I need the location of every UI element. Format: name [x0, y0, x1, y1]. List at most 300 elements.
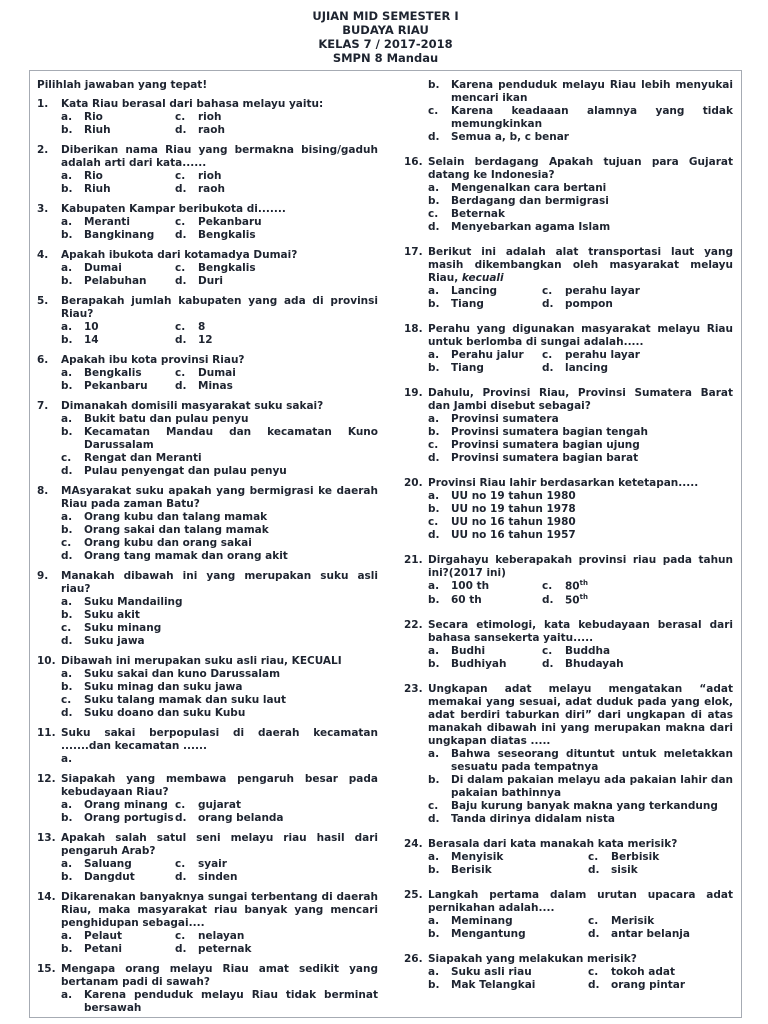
option-d — [428, 529, 733, 542]
option-label: a. — [61, 511, 73, 523]
option-text-main: Suku akit — [84, 609, 140, 621]
option-text-main: Semua a, b, c benar — [451, 131, 569, 143]
question-row — [37, 144, 378, 170]
question-number: 6. — [37, 354, 49, 366]
option-text-main: Pekanbaru — [198, 216, 262, 228]
option-text — [84, 452, 378, 465]
option-label: c. — [588, 915, 599, 927]
instruction-text: Pilihlah jawaban yang tepat! — [37, 79, 208, 91]
question-22 — [404, 619, 733, 671]
option-c — [175, 367, 378, 380]
option-text — [451, 658, 542, 671]
option-text-main: Berisik — [451, 864, 492, 876]
option-d — [542, 594, 733, 608]
options-grid — [61, 367, 378, 393]
option-c — [428, 105, 733, 131]
option-label: b. — [428, 298, 440, 310]
question-number: 13. — [37, 832, 56, 844]
option-a — [428, 285, 542, 298]
option-text-main: 8 — [198, 321, 206, 333]
option-label: b. — [61, 229, 73, 241]
option-text-main: Provinsi sumatera bagian ujung — [451, 439, 640, 451]
question-number: 8. — [37, 485, 49, 497]
option-label: b. — [61, 183, 73, 195]
option-label: c. — [61, 452, 72, 464]
option-b — [61, 524, 378, 537]
option-label: b. — [61, 681, 73, 693]
question-text-main: Langkah pertama dalam urutan upacara adat pernikahan adalah.... — [428, 889, 733, 914]
question-5 — [37, 295, 378, 347]
options-grid — [61, 170, 378, 196]
question-text-main: Manakah dibawah ini yang merupakan suku asli riau? — [61, 570, 378, 595]
option-d — [428, 131, 733, 144]
option-a — [61, 511, 378, 524]
option-text — [451, 645, 542, 658]
option-text — [84, 216, 175, 229]
question-row — [404, 889, 733, 915]
option-label: b. — [428, 928, 440, 940]
option-text-main: UU no 16 tahun 1957 — [451, 529, 576, 541]
option-text-main: Provinsi sumatera bagian barat — [451, 452, 639, 464]
option-text — [565, 594, 733, 608]
option-text — [84, 930, 175, 943]
option-label: b. — [61, 334, 73, 346]
option-text — [451, 851, 588, 864]
option-c — [428, 516, 733, 529]
option-text — [84, 943, 175, 956]
option-label: d. — [428, 131, 440, 143]
option-label: d. — [428, 813, 440, 825]
option-text — [451, 966, 588, 979]
option-text — [451, 79, 733, 105]
question-text — [428, 889, 733, 915]
exam-header — [29, 9, 742, 65]
option-text — [198, 380, 378, 393]
question-text — [61, 891, 378, 930]
option-label: d. — [175, 229, 187, 241]
question-text-main: Mengapa orang melayu Riau amat sedikit yang bertanam padi di sawah? — [61, 963, 378, 988]
option-text — [565, 658, 733, 671]
option-label: c. — [61, 622, 72, 634]
option-text — [84, 537, 378, 550]
option-text-main: Bhudayah — [565, 658, 624, 670]
option-text — [451, 285, 542, 298]
question-row — [404, 323, 733, 349]
option-label: a. — [428, 915, 440, 927]
option-text-main: nelayan — [198, 930, 245, 942]
question-row — [404, 387, 733, 413]
option-text — [198, 943, 378, 956]
option-d — [175, 943, 378, 956]
option-label: c. — [61, 537, 72, 549]
option-text-main: raoh — [198, 124, 225, 136]
question-15 — [37, 963, 378, 1015]
option-text-main: Berbisik — [611, 851, 660, 863]
options-grid — [428, 285, 733, 311]
options-list — [61, 989, 378, 1015]
question-number: 23. — [404, 683, 423, 695]
option-text — [451, 979, 588, 992]
option-c — [542, 580, 733, 594]
option-b — [428, 774, 733, 800]
option-text-main: UU no 16 tahun 1980 — [451, 516, 576, 528]
option-label: a. — [61, 989, 73, 1001]
question-continuation — [404, 79, 733, 144]
option-label: a. — [61, 262, 73, 274]
option-text — [451, 105, 733, 131]
question-text-main: MAsyarakat suku apakah yang bermigrasi ke daerah Riau pada zaman Batu? — [61, 485, 378, 510]
question-row — [404, 246, 733, 285]
question-text — [428, 323, 733, 349]
option-d — [175, 812, 378, 825]
option-text-main: Mak Telangkai — [451, 979, 536, 991]
option-text-main: Buddha — [565, 645, 611, 657]
question-text-main: Dibawah ini merupakan suku asli riau, KECUALI — [61, 655, 342, 667]
option-b — [428, 426, 733, 439]
option-text-main: Orang kubu dan talang mamak — [84, 511, 268, 523]
option-text — [451, 516, 733, 529]
option-text-main: 10 — [84, 321, 99, 333]
option-text — [611, 966, 733, 979]
question-number: 25. — [404, 889, 423, 901]
option-text-main: Suku minag dan suku jawa — [84, 681, 243, 693]
option-a — [61, 321, 175, 334]
question-18 — [404, 323, 733, 375]
option-a — [428, 490, 733, 503]
option-label: a. — [61, 111, 73, 123]
option-label: a. — [428, 285, 440, 297]
option-label: a. — [61, 367, 73, 379]
exam-school: SMPN 8 Mandau — [332, 51, 439, 65]
question-row — [37, 249, 378, 262]
question-row — [404, 953, 733, 966]
option-label: b. — [428, 658, 440, 670]
option-text — [84, 380, 175, 393]
option-d — [61, 550, 378, 563]
option-text — [451, 221, 733, 234]
option-label: c. — [428, 208, 439, 220]
option-label: c. — [588, 851, 599, 863]
question-row — [37, 203, 378, 216]
option-text — [198, 812, 378, 825]
option-text-main: Budhiyah — [451, 658, 507, 670]
question-text-main: Selain berdagang Apakah tujuan para Gujarat datang ke Indonesia? — [428, 156, 733, 181]
question-number: 2. — [37, 144, 49, 156]
option-label: d. — [428, 221, 440, 233]
question-text-main: Kata Riau berasal dari bahasa melayu yaitu: — [61, 98, 324, 110]
question-number: 7. — [37, 400, 49, 412]
question-row — [404, 838, 733, 851]
question-number: 10. — [37, 655, 56, 667]
option-b — [61, 812, 175, 825]
option-text-main: Orang sakai dan talang mamak — [84, 524, 269, 536]
options-list — [428, 490, 733, 542]
option-text-main: rioh — [198, 170, 222, 182]
option-text-main: Bahwa seseorang dituntut untuk meletakkan sesuatu pada tempatnya — [451, 748, 733, 773]
option-text-main: pompon — [565, 298, 613, 310]
option-text — [611, 864, 733, 877]
option-label: b. — [428, 979, 440, 991]
option-label: d. — [175, 380, 187, 392]
option-text-main: Orang kubu dan orang sakai — [84, 537, 252, 549]
option-d — [61, 707, 378, 720]
option-text — [84, 170, 175, 183]
option-text-main: Menyisik — [451, 851, 504, 863]
option-text — [198, 229, 378, 242]
option-label: d. — [428, 452, 440, 464]
option-label: a. — [61, 170, 73, 182]
option-text-main: Budhi — [451, 645, 486, 657]
option-b — [61, 183, 175, 196]
option-label: b. — [428, 195, 440, 207]
option-text-main: Bengkalis — [84, 367, 142, 379]
option-text-main: raoh — [198, 183, 225, 195]
option-b — [428, 195, 733, 208]
option-text-main: Meminang — [451, 915, 513, 927]
option-text-main: sinden — [198, 871, 238, 883]
option-a — [61, 989, 378, 1015]
option-text-main: Minas — [198, 380, 233, 392]
question-number: 5. — [37, 295, 49, 307]
option-d — [175, 124, 378, 137]
question-text-main: Ungkapan adat melayu mengatakan “adat memakai yang sesuai, adat duduk pada yang elok, adat berdiri taburkan diri” dari ungkapan di atas manakah dibawah ini yang merupakan makna dari ungkapan diatas ..... — [428, 683, 733, 747]
option-text — [84, 668, 378, 681]
option-label: a. — [428, 851, 440, 863]
option-label: a. — [428, 966, 440, 978]
options-grid — [428, 966, 733, 992]
option-b — [61, 681, 378, 694]
question-row — [37, 655, 378, 668]
option-label: a. — [428, 580, 440, 592]
option-label: b. — [428, 503, 440, 515]
question-text — [61, 400, 378, 413]
option-b — [61, 275, 175, 288]
question-text-main: Dikarenakan banyaknya sungai terbentang di daerah Riau, maka masyarakat riau banyak yang mencari penghidupan sebagai.... — [61, 891, 378, 929]
option-text — [451, 915, 588, 928]
question-row — [37, 485, 378, 511]
option-b — [61, 609, 378, 622]
option-label: b. — [428, 79, 440, 91]
option-label: b. — [61, 524, 73, 536]
question-number: 11. — [37, 727, 56, 739]
question-text — [61, 570, 378, 596]
question-17 — [404, 246, 733, 311]
option-label: a. — [428, 490, 440, 502]
question-row — [37, 727, 378, 753]
option-text — [84, 524, 378, 537]
option-text-main: Riuh — [84, 124, 111, 136]
question-row — [404, 554, 733, 580]
option-text — [198, 216, 378, 229]
option-a — [61, 858, 175, 871]
question-number: 17. — [404, 246, 423, 258]
question-row — [37, 354, 378, 367]
option-label: a. — [61, 799, 73, 811]
question-text — [61, 773, 378, 799]
option-text — [451, 452, 733, 465]
option-text — [451, 774, 733, 800]
option-c — [61, 537, 378, 550]
left-column — [37, 79, 378, 1013]
right-column — [404, 79, 733, 1013]
option-label: b. — [428, 593, 440, 606]
option-label: d. — [175, 334, 187, 346]
option-text-main: syair — [198, 858, 227, 870]
question-text — [61, 249, 378, 262]
option-label: a. — [61, 930, 73, 942]
question-number: 20. — [404, 477, 423, 489]
option-text — [84, 550, 378, 563]
question-text — [428, 619, 733, 645]
options-list — [428, 413, 733, 465]
option-text — [198, 334, 378, 347]
option-text-main: Dumai — [84, 262, 122, 274]
option-c — [588, 966, 733, 979]
option-text-main: perahu layar — [565, 349, 640, 361]
option-text-main: Rio — [84, 170, 103, 182]
option-text — [451, 748, 733, 774]
question-25 — [404, 889, 733, 941]
option-b — [61, 426, 378, 452]
option-text-main: Orang minang — [84, 799, 168, 811]
option-text-main: Suku jawa — [84, 635, 145, 647]
question-number: 21. — [404, 554, 423, 566]
option-label: a. — [428, 182, 440, 194]
option-text-main: perahu layar — [565, 285, 640, 297]
option-d — [175, 334, 378, 347]
question-row — [37, 570, 378, 596]
option-text-main: rioh — [198, 111, 222, 123]
option-label: b. — [428, 426, 440, 438]
question-text-main: Kabupaten Kampar beribukota di....... — [61, 203, 286, 215]
option-text-main: 12 — [198, 334, 213, 346]
option-text — [84, 596, 378, 609]
option-text-main: gujarat — [198, 799, 241, 811]
option-label: d. — [588, 928, 600, 940]
question-number: 15. — [37, 963, 56, 975]
option-text-main: Karena penduduk melayu Riau tidak berminat bersawah — [84, 989, 378, 1014]
question-text-main: Siapakah yang melakukan merisik? — [428, 953, 637, 965]
question-number: 26. — [404, 953, 423, 965]
option-text — [84, 622, 378, 635]
option-c — [61, 694, 378, 707]
option-text — [198, 930, 378, 943]
option-label: c. — [542, 645, 553, 657]
option-text-main: Lancing — [451, 285, 498, 297]
option-label: c. — [588, 966, 599, 978]
options-grid — [61, 111, 378, 137]
option-a — [428, 966, 588, 979]
option-c — [175, 216, 378, 229]
option-a — [61, 170, 175, 183]
option-c — [588, 915, 733, 928]
option-c — [588, 851, 733, 864]
options-grid — [428, 349, 733, 375]
option-text-main: Beternak — [451, 208, 505, 220]
question-text-main: Berasala dari kata manakah kata merisik? — [428, 838, 678, 850]
option-a — [61, 111, 175, 124]
option-text — [451, 813, 733, 826]
option-text-main: Suku minang — [84, 622, 162, 634]
options-grid — [428, 645, 733, 671]
question-23 — [404, 683, 733, 826]
option-text-main: UU no 19 tahun 1978 — [451, 503, 576, 515]
option-text — [84, 609, 378, 622]
option-d — [428, 813, 733, 826]
option-label: c. — [542, 580, 553, 592]
option-d — [175, 275, 378, 288]
option-text — [451, 298, 542, 311]
question-text — [61, 963, 378, 989]
option-superscript: th — [579, 592, 588, 601]
option-d — [175, 380, 378, 393]
option-text-main: Bengkalis — [198, 262, 256, 274]
option-text — [451, 131, 733, 144]
option-text-main: tokoh adat — [611, 966, 675, 978]
option-d — [428, 221, 733, 234]
question-text-main: Siapakah yang membawa pengaruh besar pada kebudayaan Riau? — [61, 773, 378, 798]
options-list — [61, 596, 378, 648]
option-label: a. — [61, 753, 73, 765]
option-label: c. — [175, 799, 186, 811]
option-label: d. — [175, 183, 187, 195]
option-text-main: Bengkalis — [198, 229, 256, 241]
question-text — [428, 156, 733, 182]
question-text-main: Dimanakah domisili masyarakat suku sakai? — [61, 400, 324, 412]
option-text-main: Kecamatan Mandau dan kecamatan Kuno Darussalam — [84, 426, 378, 451]
option-label: c. — [175, 111, 186, 123]
question-text-main: Perahu yang digunakan masyarakat melayu Riau untuk berlomba di sungai adalah..... — [428, 323, 733, 348]
option-text — [451, 182, 733, 195]
question-19 — [404, 387, 733, 465]
question-20 — [404, 477, 733, 542]
option-label: c. — [61, 694, 72, 706]
option-label: a. — [61, 668, 73, 680]
option-a — [61, 367, 175, 380]
option-b — [428, 298, 542, 311]
option-text — [198, 111, 378, 124]
option-text — [84, 367, 175, 380]
question-row — [37, 773, 378, 799]
question-text-main: Suku sakai berpopulasi di daerah kecamatan .......dan kecamatan ...... — [61, 727, 378, 752]
option-text-main: Pelaut — [84, 930, 122, 942]
option-a — [61, 596, 378, 609]
option-text — [84, 275, 175, 288]
option-text — [84, 124, 175, 137]
option-text — [84, 465, 378, 478]
option-label: c. — [175, 170, 186, 182]
option-b — [428, 503, 733, 516]
question-24 — [404, 838, 733, 877]
question-4 — [37, 249, 378, 288]
question-row — [37, 400, 378, 413]
exam-subject: BUDAYA RIAU — [342, 23, 429, 37]
option-label: d. — [61, 707, 73, 719]
question-text-italic: kecuali — [461, 272, 504, 284]
option-text — [198, 124, 378, 137]
option-label: c. — [428, 105, 439, 117]
option-a — [61, 930, 175, 943]
option-label: c. — [175, 262, 186, 274]
option-c — [175, 930, 378, 943]
option-c — [428, 208, 733, 221]
options-list — [428, 748, 733, 826]
option-label: b. — [61, 812, 73, 824]
question-row — [37, 98, 378, 111]
question-row — [37, 963, 378, 989]
option-text-main: Meranti — [84, 216, 130, 228]
option-text-main: Berdagang dan bermigrasi — [451, 195, 609, 207]
